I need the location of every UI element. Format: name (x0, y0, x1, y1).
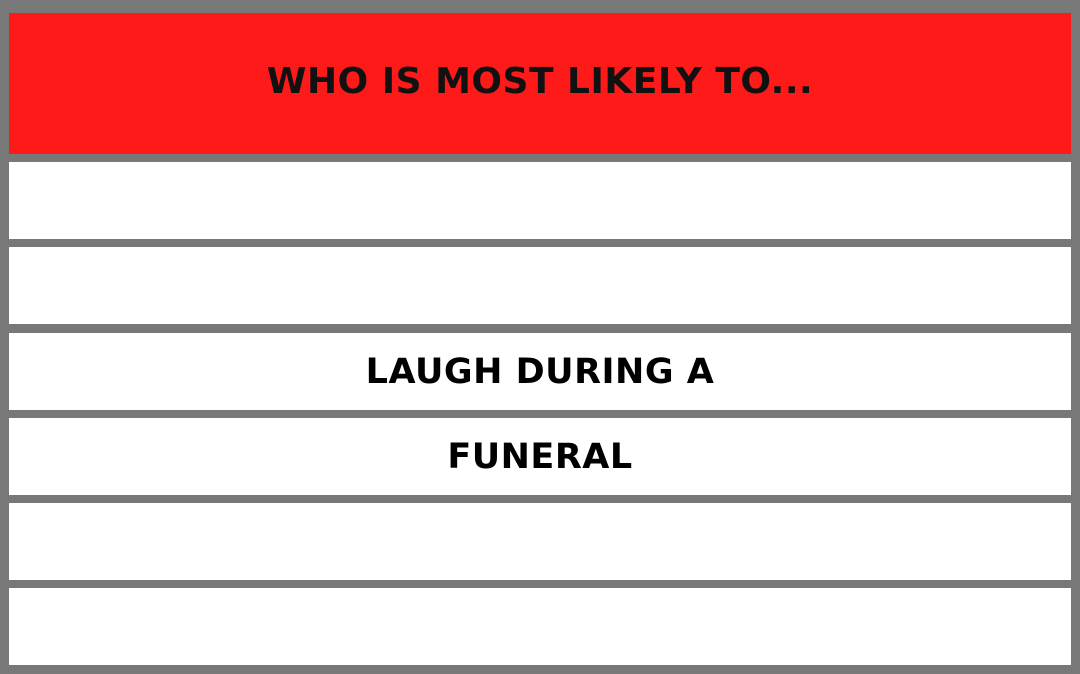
line-row (9, 247, 1071, 324)
line-row (9, 503, 1071, 580)
header-banner (9, 13, 1071, 154)
line-text: LAUGH DURING A (365, 351, 715, 392)
line-row (9, 588, 1071, 665)
line-text: FUNERAL (447, 436, 633, 477)
line-row (9, 418, 1071, 495)
line-row (9, 162, 1071, 239)
line-row (9, 333, 1071, 410)
header-title: WHO IS MOST LIKELY TO... (266, 61, 814, 102)
